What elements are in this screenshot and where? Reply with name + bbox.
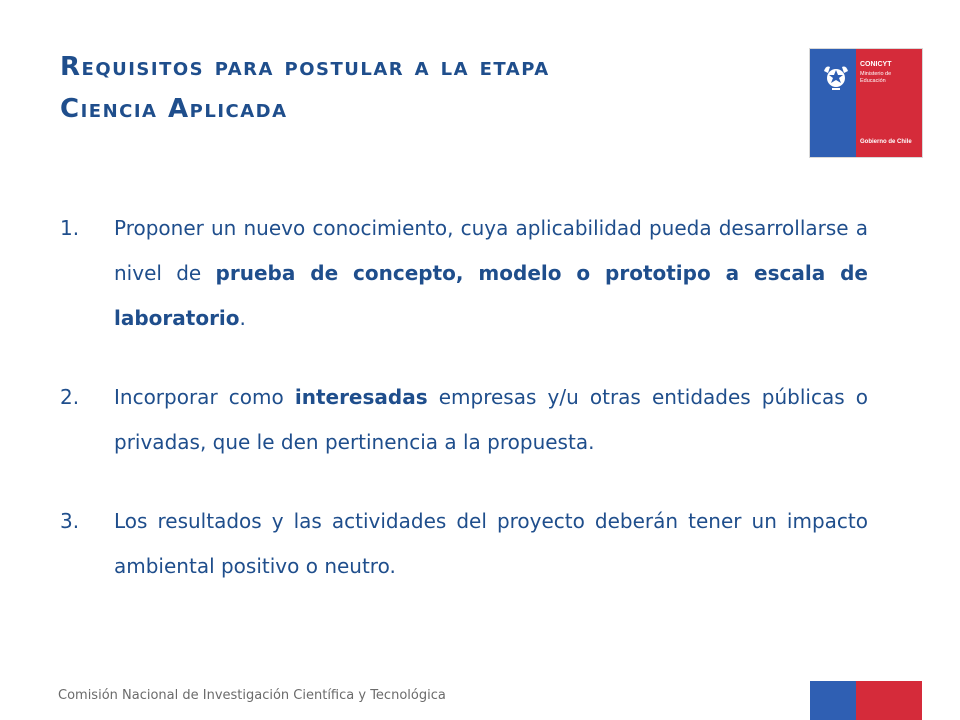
requirements-list bbox=[60, 206, 868, 623]
logo-ministry: Ministerio de Educación bbox=[860, 71, 892, 84]
list-item-text: Los resultados y las actividades del proyecto deberán tener un impacto ambiental positivo o neutro. bbox=[114, 509, 868, 578]
chile-coat-of-arms-icon bbox=[818, 59, 854, 95]
list-item-text: Incorporar como bbox=[114, 385, 295, 409]
list-item-text-end: . bbox=[239, 306, 246, 330]
list-item-bold-text: prueba de concepto, modelo o prototipo a escala de laboratorio bbox=[114, 261, 868, 330]
slide-title-line-2: Ciencia Aplicada bbox=[60, 94, 288, 124]
conicyt-logo bbox=[810, 49, 922, 157]
slide-title bbox=[60, 46, 800, 130]
list-item-number: 2. bbox=[60, 385, 80, 409]
flag-blue-block bbox=[810, 681, 856, 720]
list-item-number: 1. bbox=[60, 216, 80, 240]
list-item-number: 3. bbox=[60, 509, 80, 533]
footer-text: Comisión Nacional de Investigación Científica y Tecnológica bbox=[58, 688, 446, 703]
slide-title-line-1: Requisitos para postular a la etapa bbox=[60, 52, 550, 82]
list-item bbox=[60, 206, 868, 341]
list-item-text-end: empresas y/u otras entidades públicas o privadas, que le den pertinencia a la propuesta. bbox=[114, 385, 869, 454]
logo-org-name: CONICYT bbox=[860, 61, 892, 68]
footer-flag-bar bbox=[810, 681, 922, 720]
flag-red-block bbox=[856, 681, 922, 720]
list-item-bold-text: interesadas bbox=[294, 385, 428, 409]
list-item bbox=[60, 499, 868, 589]
list-item bbox=[60, 375, 868, 465]
logo-government: Gobierno de Chile bbox=[860, 139, 912, 145]
list-item-text: Proponer un nuevo conocimiento, cuya aplicabilidad pueda desarrollarse a nivel de bbox=[114, 216, 868, 285]
